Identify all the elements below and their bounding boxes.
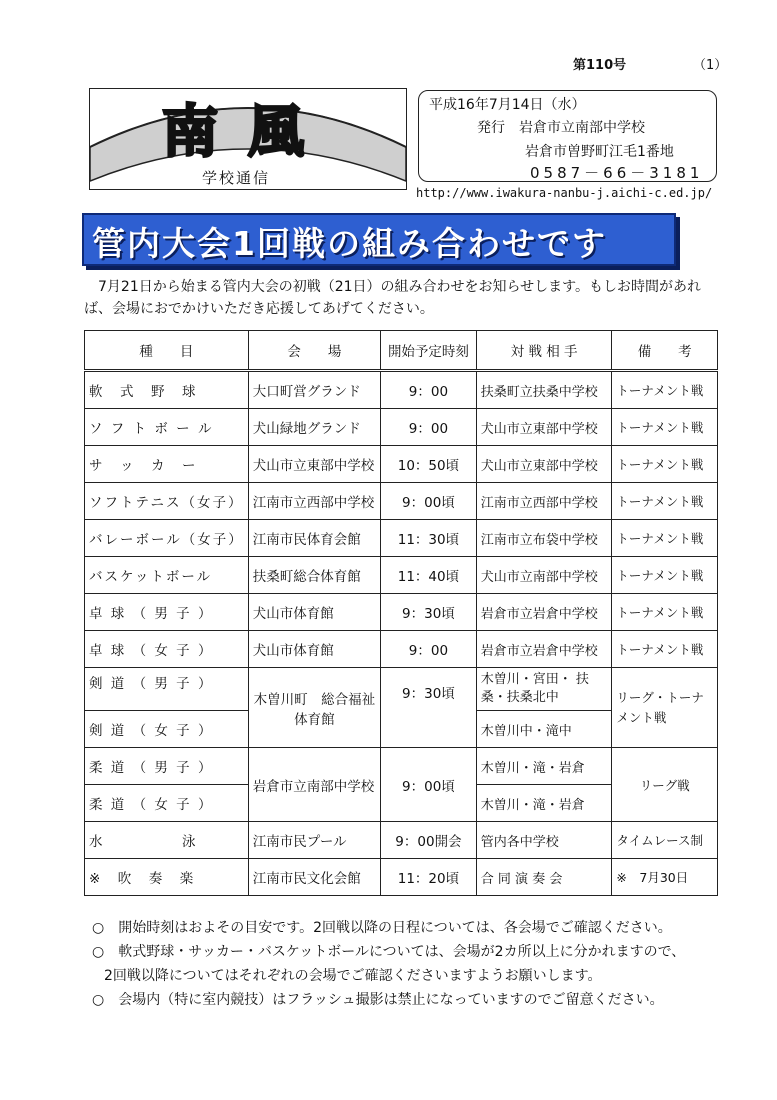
cell-opponent: 木曽川・滝・岩倉 (476, 748, 612, 785)
cell-opponent: 犬山市立南部中学校 (476, 557, 612, 594)
table-row (85, 520, 718, 557)
publisher-name: 岩倉市立南部中学校 (519, 120, 645, 136)
cell-opponent: 岩倉市立岩倉中学校 (476, 594, 612, 631)
cell-venue: 江南市民文化会館 (248, 859, 380, 896)
table-row (85, 859, 718, 896)
table-row (85, 557, 718, 594)
cell-sport: 剣 道 （ 女 子 ） (85, 711, 249, 748)
cell-note: ※ 7月30日 (612, 859, 718, 896)
cell-venue: 江南市民プール (248, 822, 380, 859)
col-header-time: 開始予定時刻 (381, 331, 477, 371)
cell-time: 11：30頃 (381, 520, 477, 557)
table-row (85, 446, 718, 483)
cell-venue: 扶桑町総合体育館 (248, 557, 380, 594)
cell-opponent: 江南市立布袋中学校 (476, 520, 612, 557)
col-header-venue: 会 場 (248, 331, 380, 371)
table-row (85, 822, 718, 859)
col-header-sport: 種 目 (85, 331, 249, 371)
cell-note: リーグ戦 (612, 748, 718, 822)
cell-opponent: 岩倉市立岩倉中学校 (476, 631, 612, 668)
publication-info (418, 90, 717, 182)
note-item: ○ 開始時刻はおよその目安です。2回戦以降の日程については、各会場でご確認ください。 (92, 920, 672, 936)
cell-venue: 犬山市体育館 (248, 631, 380, 668)
cell-venue: 大口町営グランド (248, 371, 380, 409)
cell-time: 9：00頃 (381, 483, 477, 520)
cell-note: リーグ・トーナメント戦 (612, 668, 718, 748)
cell-venue: 江南市民体育会館 (248, 520, 380, 557)
cell-sport: 卓 球 （ 女 子 ） (85, 631, 249, 668)
logo-subtitle: 学校通信 (202, 169, 271, 187)
cell-venue: 岩倉市立南部中学校 (248, 748, 380, 822)
newsletter-logo (89, 88, 407, 190)
notes-list (92, 916, 732, 1012)
cell-sport: 剣 道 （ 男 子 ） (85, 668, 249, 711)
cell-sport: ※ 吹 奏 楽 (85, 859, 249, 896)
headline-banner (82, 213, 676, 266)
school-address: 岩倉市曽野町江毛1番地 (525, 144, 674, 160)
cell-time: 11：20頃 (381, 859, 477, 896)
col-header-opponent: 対 戦 相 手 (476, 331, 612, 371)
school-phone: 0587－66－3181 (530, 164, 704, 182)
cell-opponent: 犬山市立東部中学校 (476, 409, 612, 446)
school-url[interactable]: http://www.iwakura-nanbu-j.aichi-c.ed.jp/ (416, 186, 713, 200)
cell-time: 9：30頃 (381, 594, 477, 631)
cell-opponent: 木曽川・宮田・ 扶桑・扶桑北中 (476, 668, 612, 711)
note-item: ○ 軟式野球・サッカー・バスケットボールについては、会場が2カ所以上に分かれますので、 (92, 944, 686, 960)
page-number: （1） (693, 58, 728, 73)
table-row (85, 409, 718, 446)
table-row (85, 483, 718, 520)
cell-note: トーナメント戦 (612, 520, 718, 557)
table-row-judo-men (85, 748, 718, 785)
cell-sport: ソ フ ト ボ ー ル (85, 409, 249, 446)
cell-venue: 犬山市立東部中学校 (248, 446, 380, 483)
cell-venue: 江南市立西部中学校 (248, 483, 380, 520)
cell-sport: バスケットボール (85, 557, 249, 594)
issue-date: 平成16年7月14日（水） (429, 97, 586, 113)
cell-time: 11：40頃 (381, 557, 477, 594)
cell-sport: 柔 道 （ 女 子 ） (85, 785, 249, 822)
headline-text: 管内大会1回戦の組み合わせです (92, 224, 607, 263)
cell-time: 10：50頃 (381, 446, 477, 483)
cell-opponent: 木曽川・滝・岩倉 (476, 785, 612, 822)
cell-sport: 軟 式 野 球 (85, 371, 249, 409)
note-item: ○ 会場内（特に室内競技）はフラッシュ撮影は禁止になっていますのでご留意ください。 (92, 992, 664, 1008)
table-row (85, 594, 718, 631)
cell-sport: バレーボール（女子） (85, 520, 249, 557)
cell-sport: 柔 道 （ 男 子 ） (85, 748, 249, 785)
cell-opponent: 犬山市立東部中学校 (476, 446, 612, 483)
table-row (85, 371, 718, 409)
cell-opponent: 管内各中学校 (476, 822, 612, 859)
cell-note: トーナメント戦 (612, 446, 718, 483)
cell-time: 9：00 (381, 409, 477, 446)
publisher-label: 発行 (477, 120, 505, 136)
cell-time: 9：00開会 (381, 822, 477, 859)
cell-note: トーナメント戦 (612, 594, 718, 631)
match-schedule-table (84, 330, 718, 896)
table-row-kendo-men (85, 668, 718, 711)
cell-note: トーナメント戦 (612, 631, 718, 668)
logo-title: 南風 (162, 100, 334, 165)
intro-paragraph: 7月21日から始まる管内大会の初戦（21日）の組み合わせをお知らせします。もしお時間があれば、会場におでかけいただき応援してあげてください。 (84, 279, 701, 317)
cell-note: トーナメント戦 (612, 409, 718, 446)
cell-note: トーナメント戦 (612, 557, 718, 594)
cell-venue: 犬山緑地グランド (248, 409, 380, 446)
cell-opponent: 江南市立西部中学校 (476, 483, 612, 520)
cell-sport: 水 泳 (85, 822, 249, 859)
cell-time: 9：30頃 (381, 668, 477, 748)
cell-time: 9：00 (381, 371, 477, 409)
cell-venue: 犬山市体育館 (248, 594, 380, 631)
cell-note: タイムレース制 (612, 822, 718, 859)
cell-time: 9：00 (381, 631, 477, 668)
cell-sport: サ ッ カ ー (85, 446, 249, 483)
cell-note: トーナメント戦 (612, 483, 718, 520)
table-row (85, 631, 718, 668)
note-item-continuation: 2回戦以降についてはそれぞれの会場でご確認くださいますようお願いします。 (104, 968, 602, 984)
cell-opponent: 木曽川中・滝中 (476, 711, 612, 748)
cell-time: 9：00頃 (381, 748, 477, 822)
cell-note: トーナメント戦 (612, 371, 718, 409)
cell-sport: ソフトテニス（女子） (85, 483, 249, 520)
cell-opponent: 扶桑町立扶桑中学校 (476, 371, 612, 409)
cell-venue: 木曽川町 総合福祉体育館 (248, 668, 380, 748)
cell-sport: 卓 球 （ 男 子 ） (85, 594, 249, 631)
issue-number: 第110号 (573, 58, 627, 73)
table-header-row (85, 331, 718, 371)
col-header-note: 備 考 (612, 331, 718, 371)
cell-opponent: 合 同 演 奏 会 (476, 859, 612, 896)
